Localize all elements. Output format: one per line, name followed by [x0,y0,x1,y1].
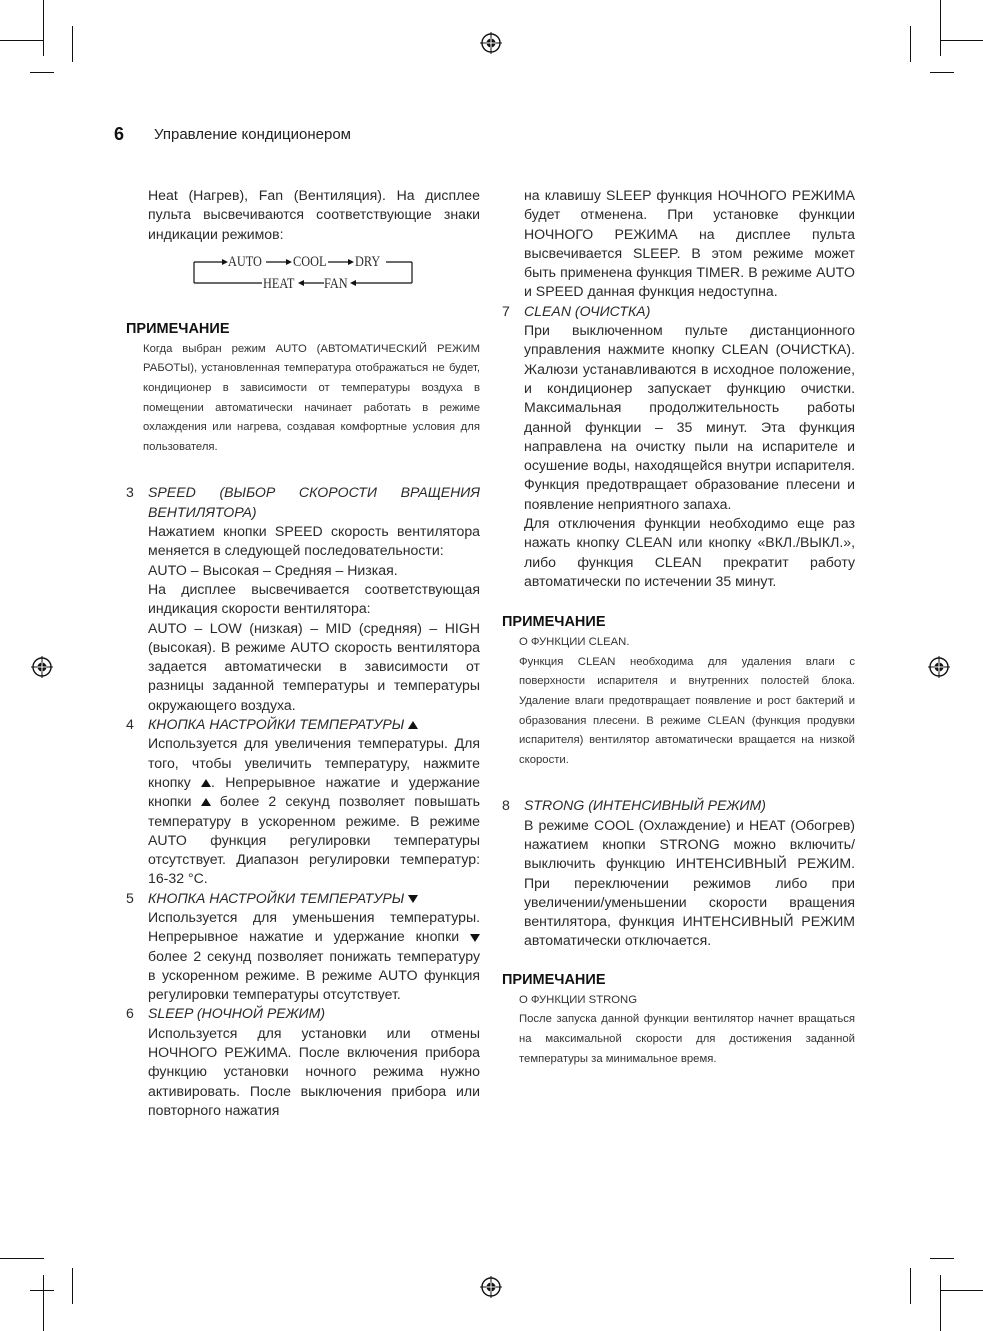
item-text: При выключенном пульте дистанционного управления нажмите кнопку CLEAN (ОЧИСТКА). Жалюзи устанавливаются в исходное положение, и кондиционер запускает функцию очистки. Максимальная продолжительность работы данной функции – 35 минут. Эта функция направлена на очистку пыли на испарителе и осушение воды, находящейся внутри испарителя. Функция предотвращает образование плесени и появление неприятного запаха. [524,322,855,512]
triangle-up-icon [408,721,418,729]
note-subtitle: О ФУНКЦИИ CLEAN. [519,636,630,649]
registration-mark-icon [480,32,502,54]
mode-cycle-diagram [192,248,428,294]
crop-mark [0,1258,44,1259]
crop-mark [940,1275,941,1331]
crop-mark [72,1268,73,1304]
item-title: SPEED (ВЫБОР СКОРОСТИ ВРАЩЕНИЯ ВЕНТИЛЯТОРА) [148,484,480,520]
note-auto [126,320,480,458]
item-text-part: Используется для уменьшения температуры. Непрерывное нажатие и удержание кнопки [148,908,480,945]
mode-cool: COOL [293,253,327,270]
item-number: 5 [126,889,134,906]
note-subtitle: О ФУНКЦИИ STRONG [519,993,637,1006]
crop-mark [930,72,954,73]
note-text: Когда выбран режим AUTO (АВТОМАТИЧЕСКИЙ РЕЖИМ РАБОТЫ), установленная температура отображаться не будет, кондиционер в зависимости от температуры воздуха в помещении автоматически начинает работать в режиме охлаждения или нагрева, создавая комфортные условия для пользователя. [143,342,480,453]
note-strong [502,971,855,1069]
crop-mark [910,26,911,62]
item-text [126,908,480,1004]
page-number: 6 [114,124,125,144]
registration-mark-icon [928,656,950,678]
item-speed [126,483,480,715]
crop-mark [30,72,54,73]
item-temp-down [126,889,480,1005]
triangle-down-icon [470,934,480,942]
triangle-down-icon [408,895,418,903]
item-text-part: . Непрерывное нажатие и удержание кнопки [148,773,480,810]
item-sleep [126,1004,480,1120]
mode-auto: AUTO [228,253,262,270]
crop-mark [43,1275,44,1331]
note-title: ПРИМЕЧАНИЕ [502,971,606,988]
item-text: AUTO – LOW (низкая) – MID (средняя) – HIGH (высокая). В режиме AUTO скорость вентилятора задается автоматически в зависимости от разницы заданной температуры и температуры окружающего воздуха. [148,619,480,713]
triangle-up-icon [201,779,211,787]
item-title [126,889,480,908]
page-title: Управление кондиционером [154,126,351,143]
mode-dry: DRY [355,253,381,270]
item-title-text: КНОПКА НАСТРОЙКИ ТЕМПЕРАТУРЫ [148,889,405,906]
crop-mark [43,0,44,56]
item-number: 6 [126,1005,134,1022]
item-title: CLEAN (ОЧИСТКА) [524,302,651,319]
right-column [502,186,855,1069]
crop-mark [930,1258,954,1259]
item-temp-up [126,715,480,889]
item-title-text: КНОПКА НАСТРОЙКИ ТЕМПЕРАТУРЫ [148,716,405,733]
crop-mark [940,40,983,41]
item-number: 3 [126,484,134,501]
item-number: 4 [126,716,134,733]
item-number: 7 [502,302,510,319]
item-number: 8 [502,797,510,814]
crop-mark [940,1290,983,1291]
crop-mark [72,26,73,62]
mode-heat: HEAT [263,275,295,292]
item-text: В режиме COOL (Охлаждение) и HEAT (Обогрев) нажатием кнопки STRONG можно включить/выключить функцию ИНТЕНСИВНЫЙ РЕЖИМ. При переключении режимов либо при увеличении/уменьшении скорости вращения вентилятора, функция ИНТЕНСИВНЫЙ РЕЖИМ автоматически отключается. [524,816,855,949]
item-text-part: более 2 секунд позволяет повышать температуру в ускоренном режиме. В режиме AUTO функция регулировки температуры отсутствует. Диапазон регулировки температур: 16-32 °С. [148,793,480,887]
registration-mark-icon [480,1276,502,1298]
crop-mark [940,0,941,56]
intro-text: Heat (Нагрев), Fan (Вентиляция). На дисплее пульта высвечиваются соответствующие знаки индикации режимов: [148,187,480,242]
item-text [126,734,480,888]
note-text: После запуска данной функции вентилятор начнет вращаться на максимальной скорости для достижения заданной температуры за минимальное время. [519,1013,855,1065]
sleep-continuation: на клавишу SLEEP функция НОЧНОГО РЕЖИМА будет отменена. При установке функции НОЧНОГО РЕЖИМА на дисплее пульта высвечивается SLEEP. В этом режиме может быть применена функция TIMER. В режиме AUTO и SPEED данная функция недоступна. [524,187,855,300]
item-title [126,715,480,734]
triangle-up-icon [201,798,211,806]
mode-fan: FAN [324,275,348,292]
item-text: Используется для установки или отмены НОЧНОГО РЕЖИМА. После включения прибора функцию установки ночного режима нужно активировать. После выключения прибора или повторного нажатия [148,1024,480,1118]
item-title: STRONG (ИНТЕНСИВНЫЙ РЕЖИМ) [524,797,766,814]
note-clean [502,613,855,770]
item-text: AUTO – Высокая – Средняя – Низкая. [148,561,398,578]
crop-mark [0,40,44,41]
item-text: Нажатием кнопки SPEED скорость вентилятора меняется в следующей последовательности: [148,523,480,559]
item-text: На дисплее высвечивается соответствующая индикация скорости вентилятора: [148,580,480,617]
item-title: SLEEP (НОЧНОЙ РЕЖИМ) [148,1005,326,1022]
item-text-part: Используется для увеличения температуры. Для того, чтобы увеличить температуру, нажмите кнопку [148,735,480,790]
item-text-part: более 2 секунд позволяет понижать температуру в ускоренном режиме. В режиме AUTO функция регулировки температуры отсутствует. [148,947,480,1003]
note-title: ПРИМЕЧАНИЕ [502,614,606,631]
note-title: ПРИМЕЧАНИЕ [126,320,230,337]
crop-mark [30,1290,54,1291]
item-text: Для отключения функции необходимо еще раз нажать кнопку CLEAN или кнопку «ВКЛ./ВЫКЛ.», либо функция CLEAN прекратит работу автоматически по истечении 35 минут. [524,515,855,589]
note-text: Функция CLEAN необходима для удаления влаги с поверхности испарителя и внутренних полостей блока. Удаление влаги предотвращает появление и рост бактерий и образования плесени. В режиме CLEAN (функция продувки испарителя) вентилятор автоматически вращается на низкой скорости. [519,655,855,766]
registration-mark-icon [31,656,53,678]
item-clean [502,302,855,591]
item-strong [502,796,855,950]
crop-mark [910,1268,911,1304]
left-column [126,186,480,1120]
